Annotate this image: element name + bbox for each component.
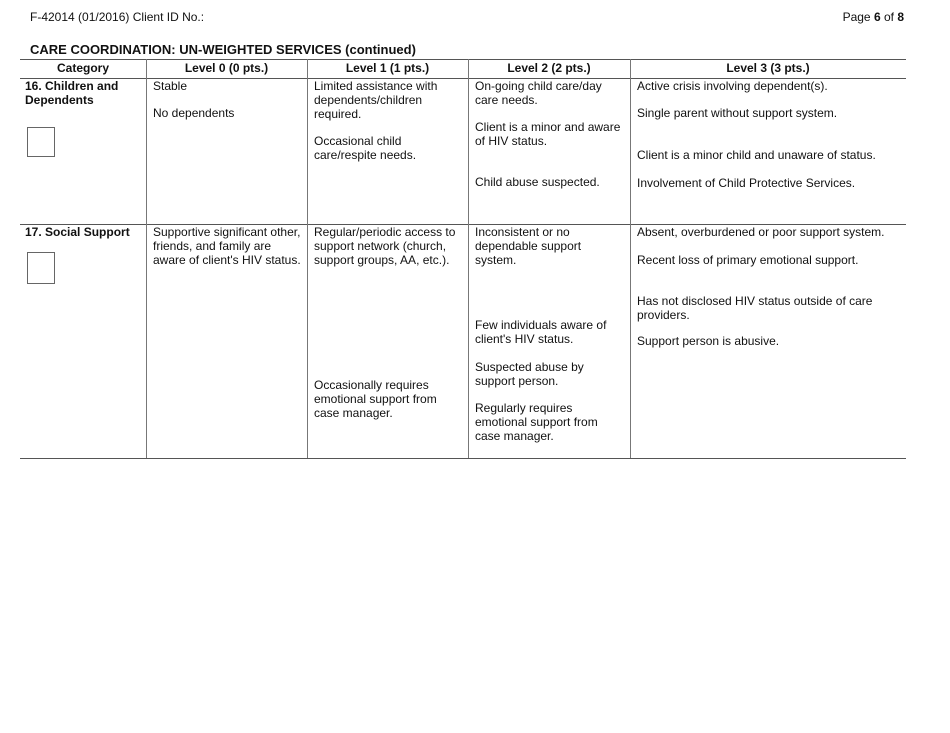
level-2-text: Inconsistent or no (475, 225, 570, 239)
level-1-text: Limited assistance with (314, 79, 438, 93)
level-2-text: care needs. (475, 93, 538, 107)
score-checkbox-social-support[interactable] (27, 252, 55, 284)
level-1-text: required. (314, 107, 362, 121)
level-3-text: Active crisis involving dependent(s). (637, 79, 828, 93)
level-2-text: dependable support (475, 239, 582, 253)
score-checkbox-children[interactable] (27, 127, 55, 157)
level-0-text: Supportive significant other, (153, 225, 301, 239)
level-1-text: Regular/periodic access to (314, 225, 456, 239)
level-2-text: system. (475, 253, 517, 267)
header-level-1: Level 1 (1 pts.) (345, 61, 430, 75)
level-2-text: emotional support from (475, 415, 598, 429)
level-0-text: No dependents (153, 106, 235, 120)
level-2-text: client's HIV status. (475, 332, 574, 346)
level-1-text: emotional support from (314, 392, 437, 406)
level-2-text: Client is a minor and aware (475, 120, 621, 134)
level-3-text: Client is a minor child and unaware of status. (637, 148, 876, 162)
level-3-text: Single parent without support system. (637, 106, 838, 120)
column-divider (468, 59, 469, 458)
level-2-text: Few individuals aware of (475, 318, 607, 332)
level-2-text: of HIV status. (475, 134, 548, 148)
level-2-text: Regularly requires (475, 401, 573, 415)
category-label: 16. Children and (25, 79, 119, 93)
level-2-text: case manager. (475, 429, 554, 443)
header-level-0: Level 0 (0 pts.) (184, 61, 269, 75)
level-3-text: Has not disclosed HIV status outside of care (637, 294, 873, 308)
header-level-2: Level 2 (2 pts.) (507, 61, 591, 75)
column-divider (630, 59, 631, 458)
column-divider (146, 59, 147, 458)
level-2-text: On-going child care/day (475, 79, 602, 93)
level-2-text: Child abuse suspected. (475, 175, 600, 189)
level-3-text: Recent loss of primary emotional support. (637, 253, 859, 267)
level-1-text: care/respite needs. (314, 148, 417, 162)
level-3-text: providers. (637, 308, 690, 322)
form-id: F-42014 (01/2016) Client ID No.: (30, 10, 205, 24)
level-2-text: Suspected abuse by (475, 360, 584, 374)
table-top-border (20, 59, 906, 60)
level-1-text: support groups, AA, etc.). (314, 253, 450, 267)
level-3-text: Involvement of Child Protective Services. (637, 176, 856, 190)
level-2-text: support person. (475, 374, 559, 388)
level-1-text: Occasional child (314, 134, 402, 148)
level-1-text: Occasionally requires (314, 378, 429, 392)
page-number: Page 6 of 8 (842, 10, 904, 24)
category-label: 17. Social Support (25, 225, 130, 239)
table-bottom-border (20, 458, 906, 459)
header-level-3: Level 3 (3 pts.) (726, 61, 810, 75)
level-3-text: Support person is abusive. (637, 334, 780, 348)
level-0-text: friends, and family are (153, 239, 272, 253)
level-0-text: aware of client's HIV status. (153, 253, 301, 267)
page-title: CARE COORDINATION: UN-WEIGHTED SERVICES (continued) (30, 42, 416, 57)
header-category: Category (56, 61, 109, 75)
column-divider (307, 59, 308, 458)
level-1-text: dependents/children (314, 93, 423, 107)
level-1-text: support network (church, (314, 239, 447, 253)
category-label: Dependents (25, 93, 94, 107)
level-1-text: case manager. (314, 406, 393, 420)
level-3-text: Absent, overburdened or poor support system. (637, 225, 885, 239)
level-0-text: Stable (153, 79, 188, 93)
